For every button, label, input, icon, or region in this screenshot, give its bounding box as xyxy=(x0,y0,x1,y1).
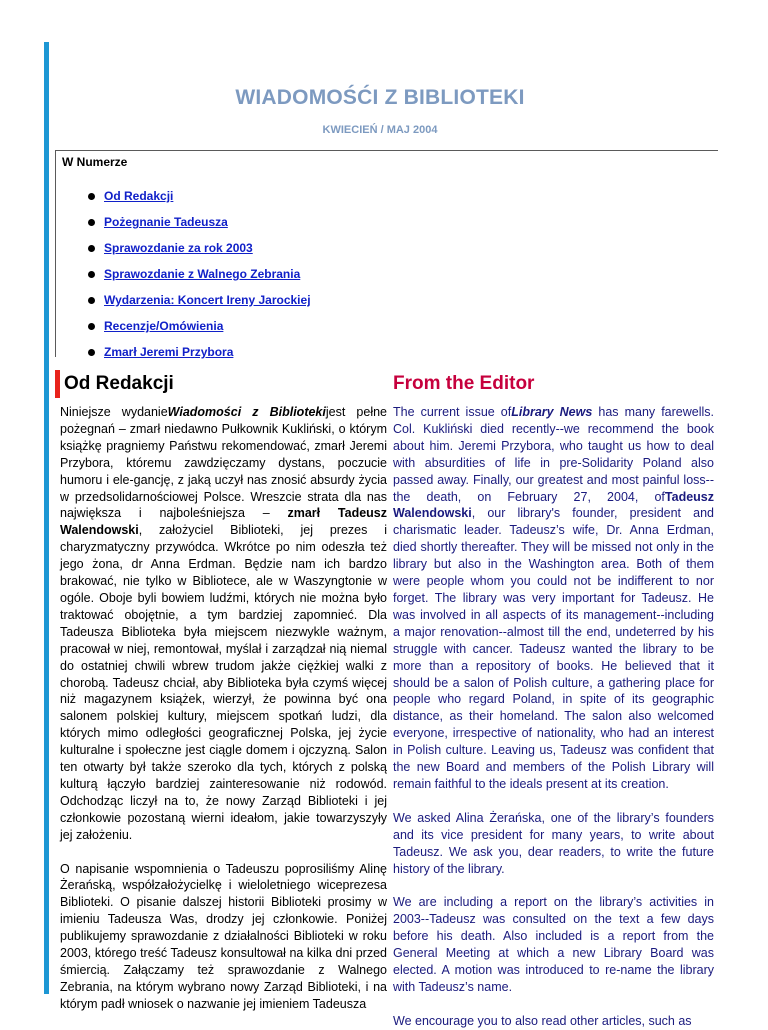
toc-item xyxy=(88,344,311,370)
toc-link-pozegnanie[interactable]: Pożegnanie Tadeusza xyxy=(104,215,228,229)
publication-title: Wiadomości z Biblioteki xyxy=(167,405,326,419)
publication-title: Library News xyxy=(511,405,593,419)
english-paragraph: The current issue ofLibrary News has many farewells. Col. Kukliński died recently--we recommend the book about him. Jeremi Przybora, who taught us how to deal with absurdities of life in pre-Solidarity Poland also passed away. Finally, our greatest and most painful loss--the death, on February 27, 2004, ofTadeusz Walendowski, our library's founder, president and charismatic leader. Tadeusz’s wife, Dr. Anna Erdman, died shortly thereafter. They will be missed not only in the library but also in the Washington area. Both of them were people whom you could not be indifferent to nor forget. The library was very important for Tadeusz. He was involved in all aspects of its management--including a major renovation--almost till the end, undeterred by his struggle with cancer. Tadeusz wanted the library to be more than a repository of books. He believed that it should be a salon of Polish culture, a gathering place for people who regard Poland, in spite of its geographic distance, as their homeland. The salon also welcomed everyone, irrespective of nationality, who had an interest in Polish culture. Leaving us, Tadeusz was confident that the new Board and members of the Polish Library will remain faithful to the ideals present at its creation. xyxy=(393,405,714,791)
toc-item xyxy=(88,266,311,292)
toc-item xyxy=(88,318,311,344)
toc-link-koncert[interactable]: Wydarzenia: Koncert Ireny Jarockiej xyxy=(104,293,311,307)
founder-name: zmarł Tadeusz Walendowski xyxy=(60,506,388,538)
toc-link-przybora[interactable]: Zmarł Jeremi Przybora xyxy=(104,345,234,359)
toc-item xyxy=(88,292,311,318)
polish-column xyxy=(60,404,387,1013)
toc-link-recenzje[interactable]: Recenzje/Omówienia xyxy=(104,319,224,333)
toc-list xyxy=(88,188,311,370)
toc-item xyxy=(88,240,311,266)
table-of-contents xyxy=(55,150,718,357)
english-column xyxy=(393,404,714,1030)
accent-sidebar-bar xyxy=(44,42,49,994)
toc-heading: W Numerze xyxy=(62,155,128,169)
english-paragraph: We encourage you to also read other articles, such as xyxy=(393,1013,692,1028)
newsletter-title: WIADOMOŚĆI Z BIBLIOTEKI xyxy=(235,86,525,109)
polish-paragraph: Niniejsze wydanieWiadomości z Bibliotekijest pełne pożegnań – zmarł niedawno Pułkownik Kukliński, o którym książkę pragniemy Państwu rekomendować, zmarł Jeremi Przybora, któremu zawdzięczamy dystans, poczucie humoru i ele-gancję, z jaką uczył nas znosić absurdy życia w przedsolidarnościowej Polsce. Wreszcie strata dla nas największa i najboleśniejsza – zmarł Tadeusz Walendowski, założyciel Biblioteki, jej prezes i charyzmatyczny przywódca. Wkrótce po nim odeszła też jego żona, dr Anna Erdman. Będzie nam ich bardzo brakować, nie tylko w Bibliotece, ale w Waszyngtonie w ogóle. Oboje byli bowiem ludźmi, których nie można było traktować obojętnie, a tym bardziej zapomnieć. Dla Tadeusza Biblioteka była miejscem niezwykle ważnym, pracował w niej, remontował, myślał i zarządzał nią niemal do ostatniej chwili wbrew trudom jakże ciężkiej walki z chorobą. Tadeusz chciał, aby Biblioteka była czymś więcej niż magazynem książek, wierzył, że powinna być ona salonem polskiej kultury, miejscem spotkań ludzi, dla których mimo odległości geograficznej Polska, jej życie kulturalne i społeczne jest ciągle domem i ojczyzną. Salon ten otwarty był także szeroko dla tych, których z polską kulturą łączyło bardziej zainteresowanie niż rodowód. Odchodząc liczył na to, że nowy Zarząd Biblioteki i jej członkowie pozostaną wierni ideałom, jakie towarzyszyły jej założeniu. xyxy=(60,405,388,842)
toc-link-od-redakcji[interactable]: Od Redakcji xyxy=(104,189,174,203)
toc-link-walne-zebranie[interactable]: Sprawozdanie z Walnego Zebrania xyxy=(104,267,301,281)
polish-section-heading: Od Redakcji xyxy=(55,370,174,398)
toc-item xyxy=(88,214,311,240)
english-paragraph: We are including a report on the library’s activities in 2003--Tadeusz was consulted on the text a few days before his death. Also included is a report from the General Meeting at which a new Library Board was elected. A motion was introduced to re-name the library with Tadeusz’s name. xyxy=(393,895,714,994)
polish-paragraph: O napisanie wspomnienia o Tadeuszu poprosiliśmy Alinę Żerańską, współzałożycielkę i wieloletniego wiceprezesa Biblioteki. O pisanie dalszej historii Biblioteki prosimy w imieniu Tadeusza Was, drodzy jej członkowie. Poniżej publikujemy sprawozdanie z działalności Biblioteki w roku 2003, którego treść Tadeusz konsultował na kilka dni przed śmiercią. Załączamy też sprawozdanie z Walnego Zebrania, na którym wybrano nowy Zarząd Biblioteki, i na którym padł wniosek o nazwanie jej imieniem Tadeusza xyxy=(60,861,387,1011)
founder-name: Tadeusz Walendowski xyxy=(393,489,714,521)
toc-link-sprawozdanie-2003[interactable]: Sprawozdanie za rok 2003 xyxy=(104,241,253,255)
english-paragraph: We asked Alina Żerańska, one of the library’s founders and its vice president for many years, to write about Tadeusz. We ask you, dear readers, to write the future history of the library. xyxy=(393,810,714,876)
issue-date: KWIECIEŃ / MAJ 2004 xyxy=(322,124,438,136)
toc-item xyxy=(88,188,311,214)
english-section-heading: From the Editor xyxy=(393,373,535,394)
newsletter-header xyxy=(56,86,704,136)
